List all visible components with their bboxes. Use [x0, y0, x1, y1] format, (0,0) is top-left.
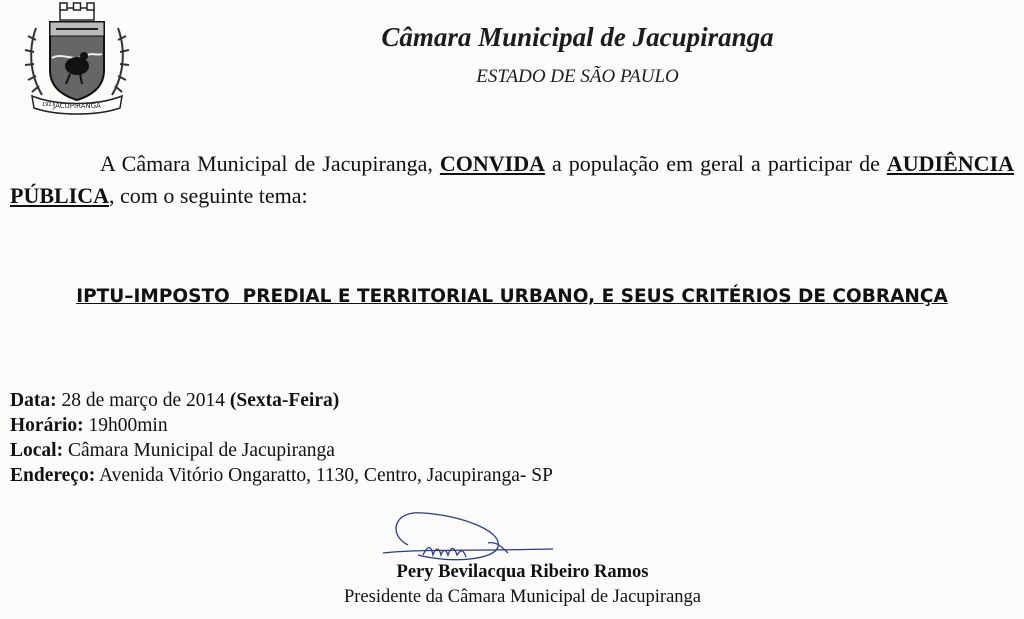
crest-motto: JACUPIRANGA [53, 102, 101, 110]
date-weekday: (Sexta-Feira) [229, 390, 340, 411]
time-value: 19h00min [83, 415, 168, 436]
convida-emphasis: CONVIDA [439, 151, 545, 176]
signer-name: Pery Bevilacqua Ribeiro Ramos [396, 562, 649, 582]
address-row [10, 463, 553, 488]
time-row [10, 413, 553, 438]
address-value: Avenida Vitório Ongaratto, 1130, Centro, Jacupiranga- SP [95, 465, 553, 486]
date-label: Data: [10, 390, 57, 411]
time-label: Horário: [10, 415, 84, 436]
audiencia-emphasis: AUDIÊNCIA PÚBLICA [10, 151, 1015, 208]
place-value: Câmara Municipal de Jacupiranga [63, 440, 335, 461]
date-row [10, 388, 553, 413]
institution-title: Câmara Municipal de Jacupiranga [381, 22, 774, 52]
address-label: Endereço: [10, 465, 96, 486]
place-row [10, 438, 553, 463]
place-label: Local: [10, 440, 64, 461]
signer-role: Presidente da Câmara Municipal de Jacupiranga [343, 587, 702, 607]
municipal-coat-of-arms [22, 0, 132, 122]
state-subtitle: ESTADO DE SÃO PAULO [476, 66, 679, 87]
invitation-part2: a população em geral a participar de [545, 151, 887, 176]
crest-year: 1927 [42, 102, 55, 108]
hearing-theme: IPTU–IMPOSTO PREDIAL E TERRITORIAL URBANO, E SEUS CRITÉRIOS DE COBRANÇA [76, 286, 948, 307]
invitation-part1: A Câmara Municipal de Jacupiranga, [100, 151, 440, 176]
date-value: 28 de março de 2014 [56, 390, 230, 411]
invitation-paragraph [10, 148, 1014, 212]
event-details [10, 388, 553, 488]
invitation-part3: , com o seguinte tema: [109, 183, 308, 208]
